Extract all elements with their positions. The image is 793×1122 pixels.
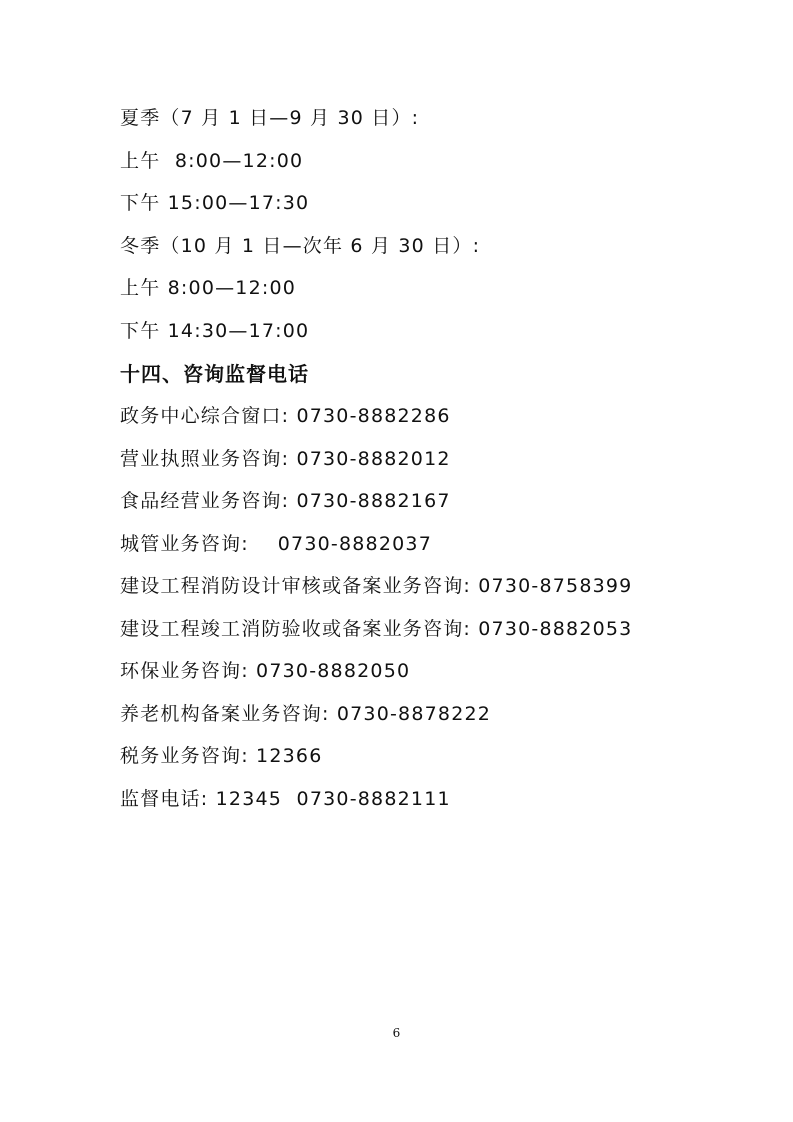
list-item: 建设工程竣工消防验收或备案业务咨询: 0730-8882053 [120,618,633,640]
winter-hours-title: 冬季（10 月 1 日—次年 6 月 30 日）: [120,235,481,257]
list-item: 食品经营业务咨询: 0730-8882167 [120,490,451,512]
page-number: 6 [392,1026,401,1040]
list-item: 监督电话: 12345 0730-8882111 [120,788,451,810]
list-item: 城管业务咨询: 0730-8882037 [120,533,432,555]
winter-morning-hours: 上午 8:00—12:00 [120,277,297,299]
section-heading: 十四、咨询监督电话 [120,362,309,386]
winter-afternoon-hours: 下午 14:30—17:00 [120,320,310,342]
list-item: 营业执照业务咨询: 0730-8882012 [120,448,451,470]
list-item: 环保业务咨询: 0730-8882050 [120,660,411,682]
summer-afternoon-hours: 下午 15:00—17:30 [120,192,310,214]
list-item: 税务业务咨询: 12366 [120,745,323,767]
list-item: 政务中心综合窗口: 0730-8882286 [120,405,451,427]
list-item: 建设工程消防设计审核或备案业务咨询: 0730-8758399 [120,575,633,597]
summer-hours-title: 夏季（7 月 1 日—9 月 30 日）: [120,107,420,129]
list-item: 养老机构备案业务咨询: 0730-8878222 [120,703,492,725]
summer-morning-hours: 上午 8:00—12:00 [120,150,304,172]
